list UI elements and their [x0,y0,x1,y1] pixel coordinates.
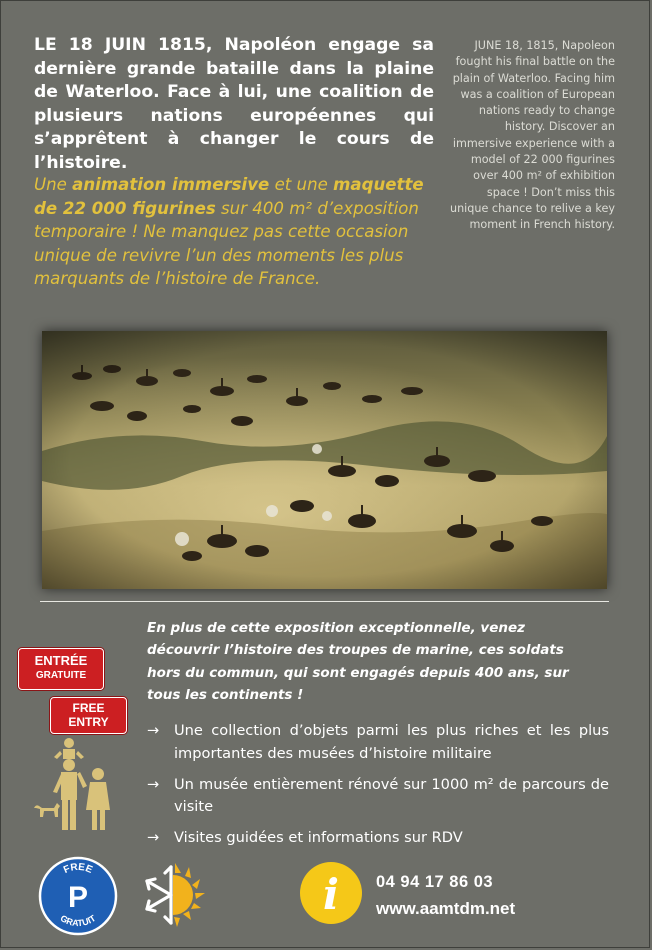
badge-fr-line1: ENTRÉE [34,653,88,668]
arrow-icon: → [147,775,160,793]
free-entry-badge-fr [18,648,104,690]
parking-bottom-label: GRATUIT [58,913,98,929]
feature-item-renovated [147,774,609,820]
parking-top-label: FREE [62,861,94,876]
climate-icon [135,857,211,937]
snow-sun-pictogram [135,857,211,933]
info-letter: i [323,870,339,919]
website-link[interactable]: www.aamtdm.net [376,899,516,918]
intro-french: LE 18 JUIN 1815, Napoléon engage sa dernière grande bataille dans la plaine de Waterloo. Face à lui, une coalition de plusieurs nations européennes qui s’apprêtent à changer le cours de l’histoire. [34,35,434,173]
promo-part-1: Une [34,175,73,194]
feature-text: Un musée entièrement rénové sur 1000 m² de parcours de visite [174,775,609,816]
parking-icon [38,856,118,940]
feature-item-collection [147,720,609,766]
info-badge [298,860,364,926]
troupes-de-marine-text: En plus de cette exposition exceptionnelle, venez découvrir l’histoire des troupes de marine, ces soldats hors du commun, qui sont engagés depuis 400 ans, sur tous les continents ! [147,620,569,703]
arrow-icon: → [147,722,160,739]
arrow-icon: → [147,829,160,847]
phone-number[interactable]: 04 94 17 86 03 [376,873,494,891]
badge-fr-line2: GRATUITE [35,670,87,681]
promo-highlight-animation: animation immersive [72,175,270,194]
family-pictogram [32,738,122,834]
promo-text [34,173,434,291]
feature-item-guided-tours [147,827,609,850]
info-icon [298,860,364,930]
feature-list [147,720,609,858]
parking-badge [38,856,118,936]
family-icon [32,738,122,838]
parking-letter: P [67,881,89,914]
promo-part-2: et une [269,175,334,194]
promo-highlight-model: maquette de 22 000 figurines [34,175,424,218]
feature-text: Visites guidées et informations sur RDV [174,829,463,847]
section-divider [40,601,609,602]
battle-diorama-photo [42,331,607,589]
promo-part-3: sur 400 m² d’exposition temporaire ! Ne manquez pas cette occasion unique de revivre l’un des moments les plus marquants de l’histoire de France. [34,198,419,288]
feature-text: Une collection d’objets parmi les plus riches et les plus importantes des musées d’histoire militaire [174,722,609,762]
intro-english: JUNE 18, 1815, Napoleon fought his final battle on the plain of Waterloo. Facing him was a coalition of European nations ready to change history. Discover an immersive experience with a model of 22 000 figurines over 400 m² of exhibition space ! Don’t miss this unique chance to relive a key moment in French history. [450,39,615,232]
free-entry-badge-en [50,697,127,734]
badge-en-line1: FREE [72,701,105,715]
badge-en-line2: ENTRY [68,715,109,729]
diorama-illustration [42,331,607,589]
